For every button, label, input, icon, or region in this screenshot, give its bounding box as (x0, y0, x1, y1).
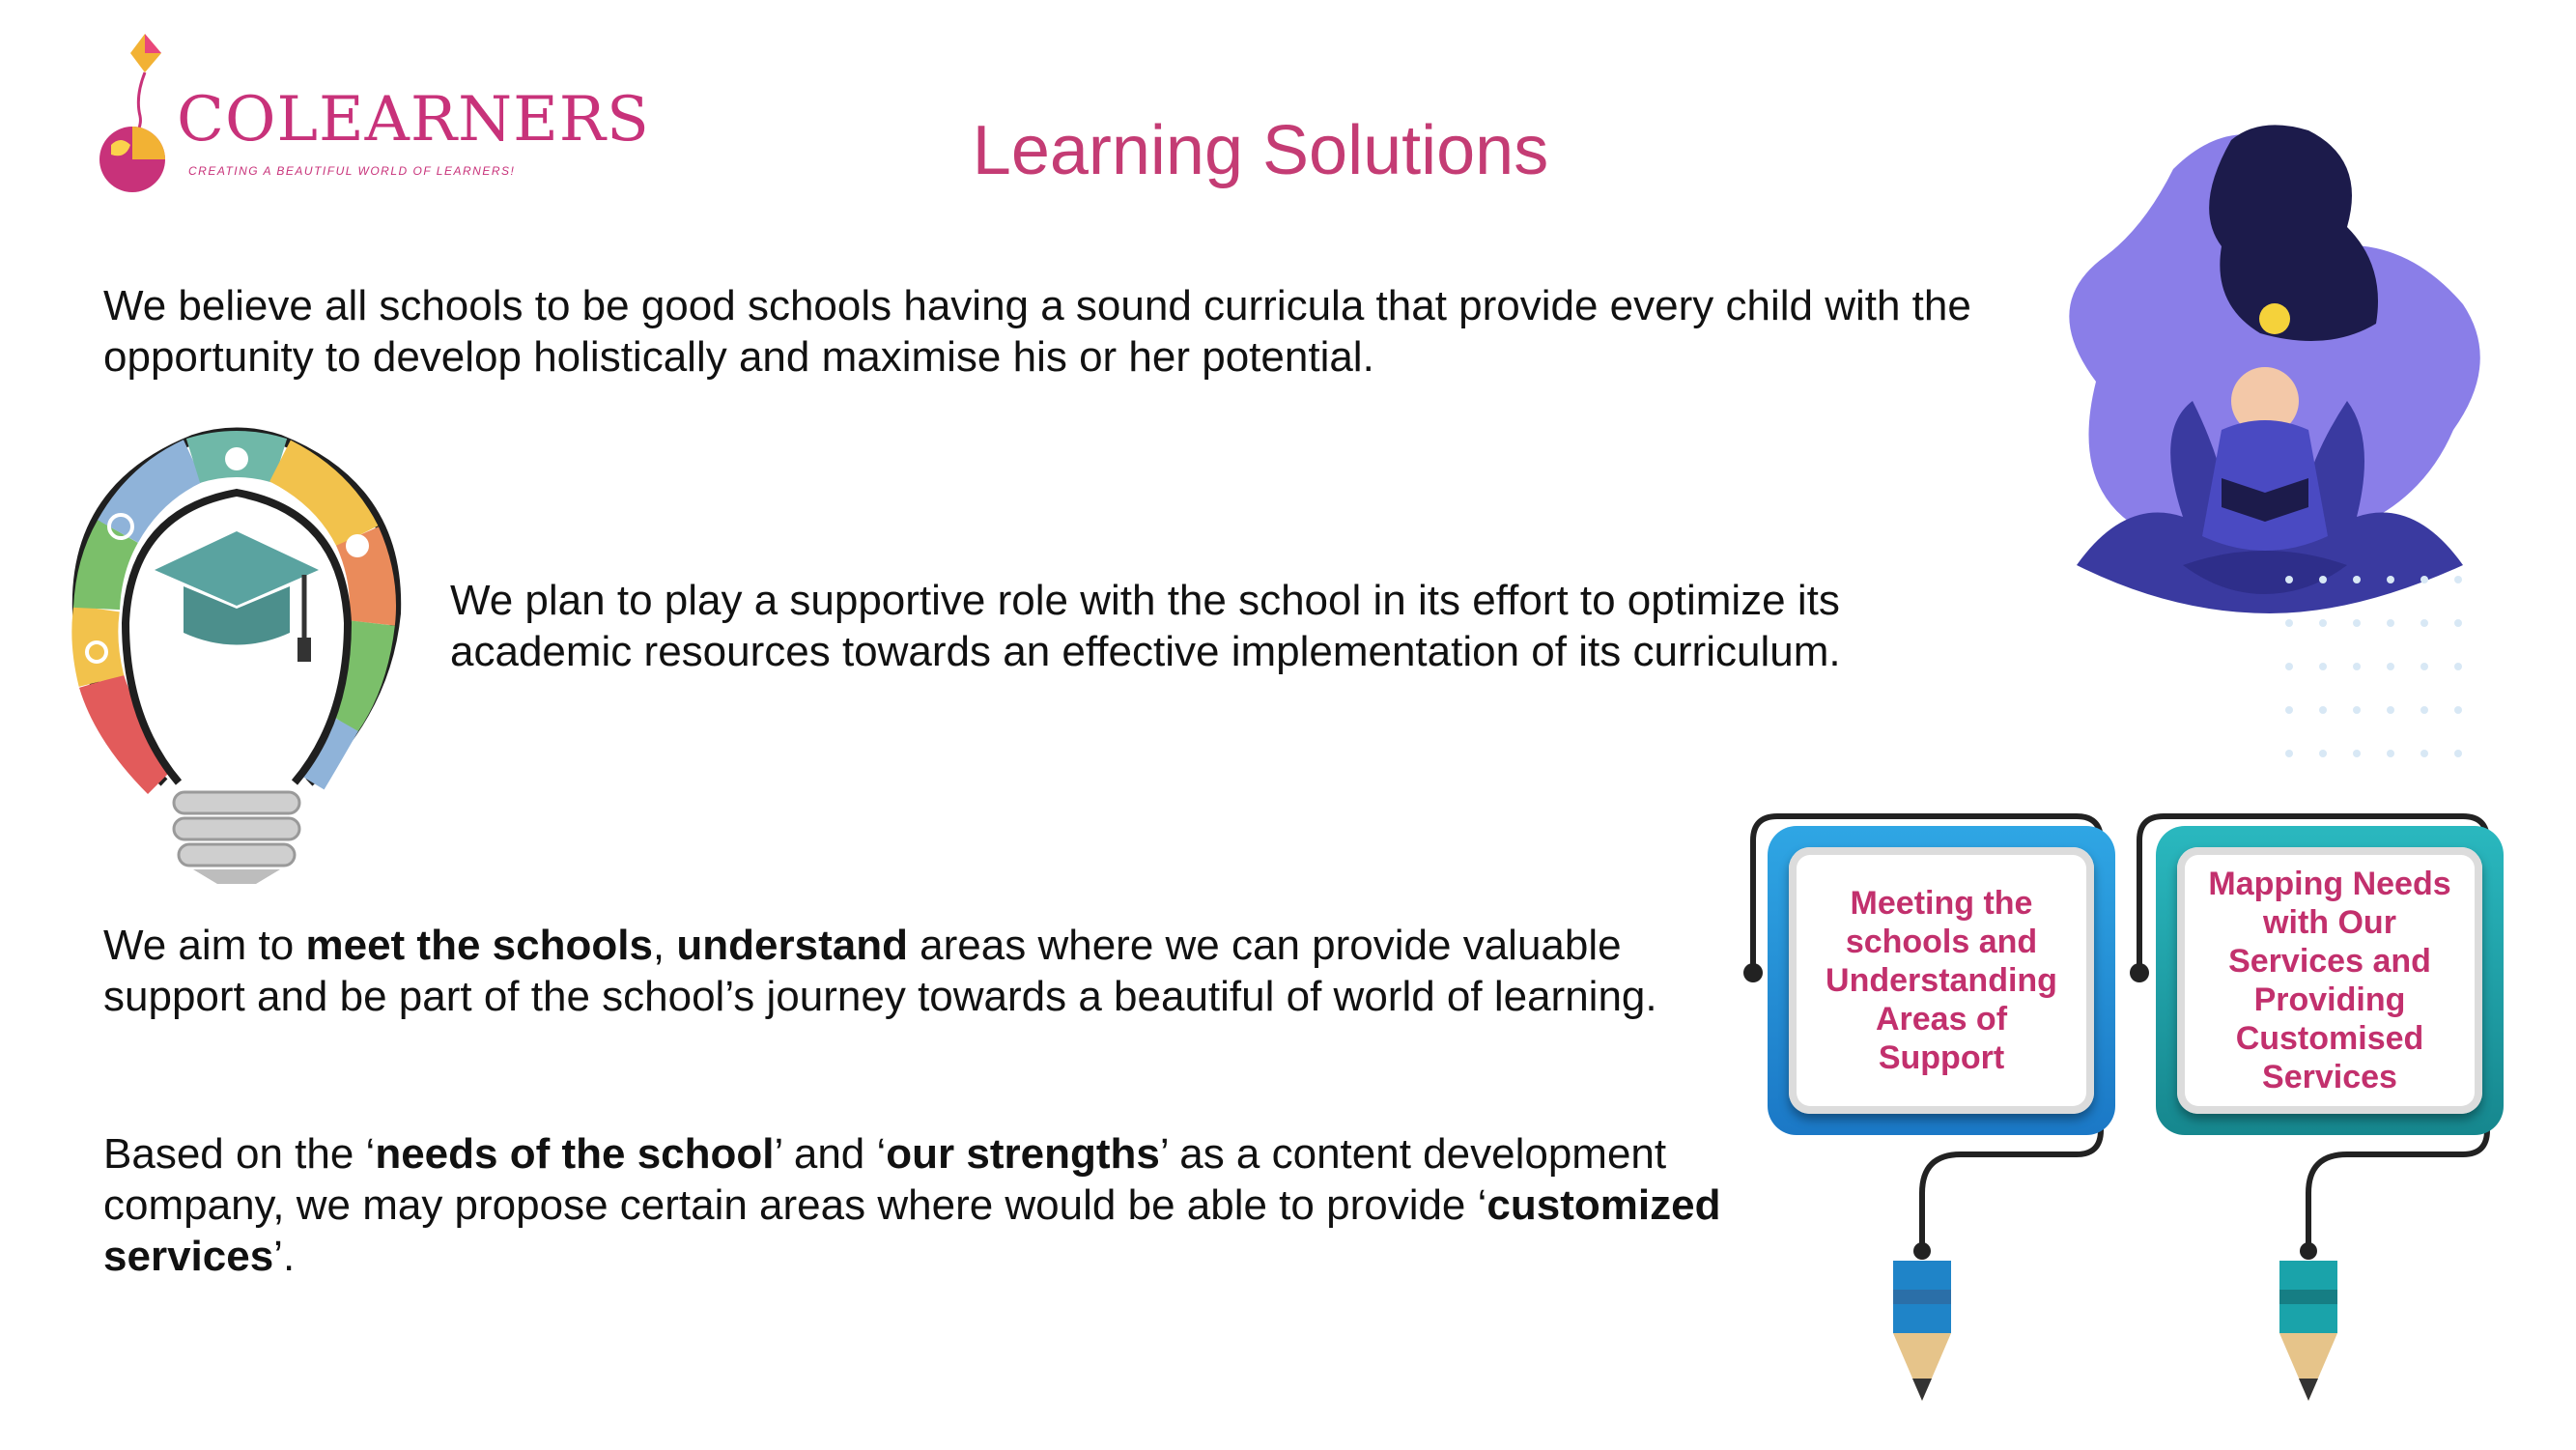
paragraph-supportive-role: We plan to play a supportive role with the school in its effort to optimize its academic resources towards an effective implementation of its curriculum. (450, 577, 1841, 675)
card-label: Mapping Needs with Our Services and Providing Customised Services (2208, 866, 2451, 1095)
paragraph-needs (103, 1128, 1765, 1282)
card-mapping-needs (2156, 826, 2504, 1154)
pencil-icon (2279, 1261, 2337, 1401)
pencil-icon (1893, 1261, 1951, 1401)
text-run: ’ and ‘ (774, 1130, 887, 1178)
text-run: We aim to (103, 922, 306, 969)
brand-name: COLEARNERS (177, 84, 650, 156)
brand-tagline: CREATING A BEAUTIFUL WORLD OF LEARNERS! (188, 164, 516, 178)
kite-icon (92, 29, 169, 193)
card-body (2177, 847, 2482, 1114)
text-run: areas where we can provide valuable support and be part of the school’s journey towards a beautiful of world of learning. (103, 922, 1657, 1020)
dot-grid-decoration (2279, 570, 2473, 792)
text-run: Based on the ‘ (103, 1130, 376, 1178)
bold-run: customized services (103, 1181, 1721, 1280)
paragraph-aim (103, 920, 1765, 1022)
bold-run: meet the schools (305, 922, 653, 969)
text-run: ’ as a content development company, we may propose certain areas where would be able to provide ‘ (103, 1130, 1667, 1229)
card-label: Meeting the schools and Understanding Areas of Support (1826, 885, 2057, 1076)
card-body (1789, 847, 2094, 1114)
bold-run: our strengths (886, 1130, 1160, 1178)
bold-run: understand (676, 922, 908, 969)
lightbulb-icon (58, 401, 415, 884)
bold-run: needs of the school (375, 1130, 775, 1178)
card-meeting-schools (1768, 826, 2115, 1154)
brand-logo (92, 29, 650, 193)
paragraph-belief: We believe all schools to be good schools having a sound curricula that provide every child with the opportunity to develop holistically and maximise his or her potential. (103, 282, 1971, 381)
page-title: Learning Solutions (972, 112, 1549, 189)
text-run: ’. (273, 1233, 296, 1280)
text-run: , (652, 922, 677, 969)
